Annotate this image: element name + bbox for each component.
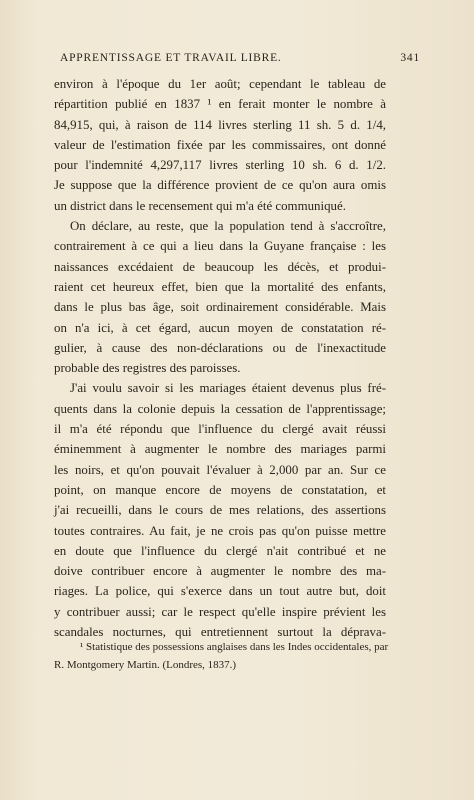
text-line: probable des registres des paroisses. [54,361,241,376]
text-line: gulier, à cause des non-déclarations ou de l'inexactitude [54,340,386,355]
text-line: on n'a ici, à cet égard, aucun moyen de constatation ré- [54,320,386,335]
footnote-line: ¹ Statistique des possessions anglaises dans les Indes occidentales, par [80,641,389,653]
text-line: naissances excédaient de beaucoup les décès, et produi- [54,259,386,274]
footnote [54,638,389,674]
text-line: toutes contraires. Au fait, je ne crois pas qu'on puisse mettre [54,523,386,538]
text-line: y contribuer aussi; car le respect qu'elle inspire prévient les [54,604,386,619]
text-line: les noirs, et qu'on pouvait l'évaluer à 2,000 par an. Sur ce [54,462,386,477]
text-line: répartition publié en 1837 ¹ en ferait monter le nombre à [54,97,386,112]
text-line: Je suppose que la différence provient de ce qu'on aura omis [54,178,386,193]
running-title: APPRENTISSAGE ET TRAVAIL LIBRE. [60,52,282,64]
text-line: un district dans le recensement qui m'a été communiqué. [54,198,346,213]
footnote-line: R. Montgomery Martin. (Londres, 1837.) [54,659,237,671]
body-text [54,74,386,642]
text-line: valeur de l'estimation fixée par les commissaires, ont donné [54,137,386,152]
text-line: environ à l'époque du 1er août; cependant le tableau de [54,77,386,91]
text-line: doive contribuer encore à augmenter le nombre des ma- [54,564,386,579]
text-line: riages. La police, qui s'exerce dans un tout autre but, doit [54,584,386,599]
text-line: il m'a été répondu que l'influence du clergé avait réussi [54,422,386,437]
text-line: point, on manque encore de moyens de constatation, et [54,482,386,497]
text-line: On déclare, au reste, que la population tend à s'accroître, [70,219,386,234]
text-line: scandales nocturnes, qui entretiennent surtout la déprava- [54,625,386,640]
text-line: contrairement à ce qui a lieu dans la Guyane française : les [54,239,386,254]
text-line: quents dans la colonie depuis la cessation de l'apprentissage; [54,401,386,416]
text-line: j'ai recueilli, dans le cours de mes relations, des assertions [54,503,386,518]
text-line: J'ai voulu savoir si les mariages étaient devenus plus fré- [70,381,386,396]
text-line: éminemment à augmenter le nombre des mariages parmi [54,442,386,457]
text-line: 84,915, qui, à raison de 114 livres sterling 11 sh. 5 d. 1/4, [54,117,386,132]
text-line: pour l'indemnité 4,297,117 livres sterling 10 sh. 6 d. 1/2. [54,158,386,173]
page-number: 341 [400,52,420,64]
text-line: dans le plus bas âge, soit ordinairement considérable. Mais [54,300,386,315]
text-line: en doute que l'influence du clergé n'ait contribué et ne [54,543,386,558]
text-line: raient cet heureux effet, bien que la mortalité des enfants, [54,279,386,294]
